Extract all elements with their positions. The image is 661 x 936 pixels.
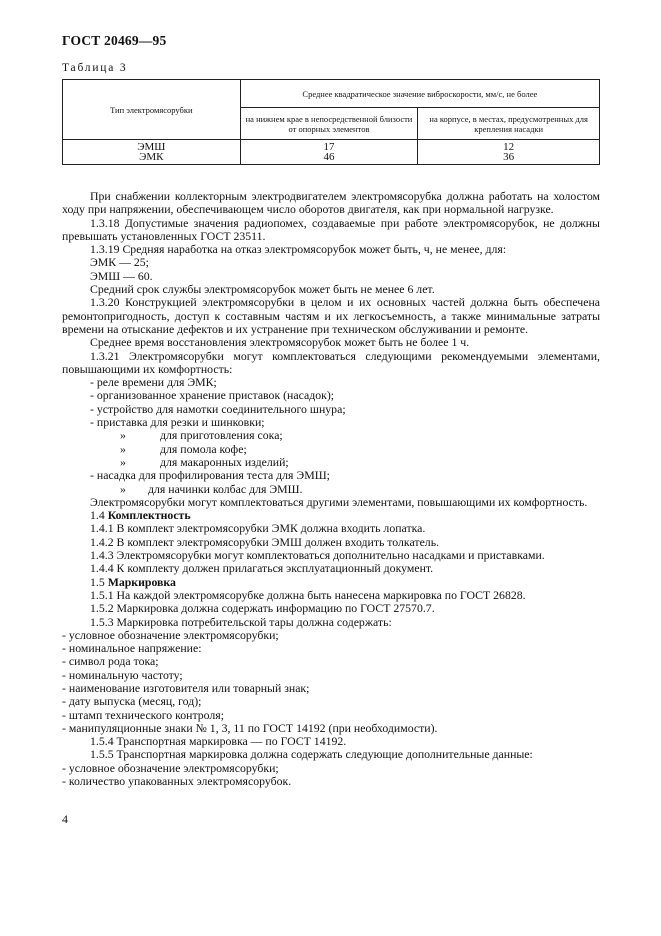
table-row [63,152,600,165]
paragraph: При снабжении коллекторным электродвигателем электромясорубка должна работать на холостом ходу при напряжении, обеспечивающем число оборотов двигателя, как при нормальной нагрузке. [62,189,600,217]
paragraph: 1.5.1 На каждой электромясорубке должна быть нанесена маркировка по ГОСТ 26828. [90,587,526,602]
list-item: - символ рода тока; [62,654,159,669]
sub-list-item [62,429,600,442]
vibration-table [62,79,600,165]
section-title: Комплектность [107,508,191,523]
cell-bottom-edge: 46 [240,152,418,165]
column-header-housing: на корпусе, в местах, предусмотренных для крепления насадки [418,108,600,140]
list-item: - устройство для намотки соединительного шнура; [90,401,346,416]
paragraph: Электромясорубки могут комплектоваться другими элементами, повышающими их комфортность. [90,494,588,509]
page-number: 4 [62,812,68,826]
list-item: - дату выпуска (месяц, год); [62,694,202,709]
cell-bottom-edge: 17 [240,140,418,153]
paragraph: Среднее время восстановления электромясорубок может быть не более 1 ч. [90,335,470,350]
list-item: - насадка для профилирования теста для ЭМШ; [90,468,330,483]
sub-list-item [62,483,600,496]
section-heading [62,509,600,522]
paragraph: 1.3.18 Допустимые значения радиопомех, создаваемые при работе электромясорубок, не должны превышать установленных ГОСТ 23511. [62,215,600,243]
paragraph: 1.5.3 Маркировка потребительской тары должна содержать: [90,614,392,629]
cell-type: ЭМШ [63,140,241,153]
list-item: - реле времени для ЭМК; [90,375,217,390]
section-title: Маркировка [107,574,176,589]
ditto-mark: » [120,454,126,469]
list-item: - номинальную частоту; [62,667,183,682]
document-header: ГОСТ 20469—95 [62,33,167,48]
ditto-mark: » [120,481,126,496]
list-item: - штамп технического контроля; [62,707,224,722]
list-item: - условное обозначение электромясорубки; [62,760,279,775]
sub-list-text: для приготовления сока; [160,428,283,443]
column-header-bottom-edge: на нижнем крае в непосредственной близости от опорных элементов [240,108,418,140]
body-text [62,190,600,788]
list-item: - организованное хранение приставок (насадок); [90,388,335,403]
table-caption: Таблица 3 [62,62,128,74]
paragraph: ЭМК — 25; [90,255,149,270]
paragraph: 1.5.5 Транспортная маркировка должна содержать следующие дополнительные данные: [90,747,533,762]
paragraph: 1.3.21 Электромясорубки могут комплектоваться следующими рекомендуемыми элементами, повышающими их комфортность: [62,348,600,376]
paragraph: 1.4.1 В комплект электромясорубки ЭМК должна входить лопатка. [90,521,426,536]
list-item: - приставка для резки и шинковки; [90,415,265,430]
list-item: - количество упакованных электромясорубок. [62,774,292,789]
paragraph: 1.5.4 Транспортная маркировка — по ГОСТ 14192. [90,734,347,749]
paragraph: 1.5.2 Маркировка должна содержать информацию по ГОСТ 27570.7. [90,601,435,616]
section-heading [62,576,600,589]
list-item: - номинальное напряжение: [62,641,202,656]
paragraph: ЭМШ — 60. [90,268,153,283]
list-item: - наименование изготовителя или товарный знак; [62,680,310,695]
column-header-type: Тип электромясорубки [63,80,241,140]
cell-housing: 36 [418,152,600,165]
sub-list-text: для начинки колбас для ЭМШ. [148,481,303,496]
ditto-mark: » [120,428,126,443]
paragraph: 1.3.20 Конструкцией электромясорубки в целом и их основных частей должна быть обеспечена ремонтопригодность, доступ к составным частям и их легкосъемность, а также минимальные затраты времени на отыскание дефектов и их устранение при техническом обслуживании и ремонте. [62,295,600,336]
column-header-group: Среднее квадратическое значение виброскорости, мм/с, не более [240,80,599,108]
paragraph: 1.4.4 К комплекту должен прилагаться эксплуатационный документ. [90,561,434,576]
paragraph: 1.3.19 Средняя наработка на отказ электромясорубок может быть, ч, не менее, для: [90,242,507,257]
paragraph: 1.4.2 В комплект электромясорубки ЭМШ должен входить толкатель. [90,534,440,549]
paragraph: 1.4.3 Электромясорубки могут комплектоваться дополнительно насадками и приставками. [90,548,545,563]
cell-housing: 12 [418,140,600,153]
list-item: - условное обозначение электромясорубки; [62,627,279,642]
sub-list-text: для макаронных изделий; [160,454,289,469]
sub-list-text: для помола кофе; [160,441,247,456]
sub-list-item [62,443,600,456]
paragraph: Средний срок службы электромясорубок может быть не менее 6 лет. [90,282,435,297]
ditto-mark: » [120,441,126,456]
section-number: 1.5 [90,574,105,589]
list-item: - манипуляционные знаки № 1, 3, 11 по ГОСТ 14192 (при необходимости). [62,720,438,735]
sub-list-item [62,456,600,469]
cell-type: ЭМК [63,152,241,165]
section-number: 1.4 [90,508,105,523]
